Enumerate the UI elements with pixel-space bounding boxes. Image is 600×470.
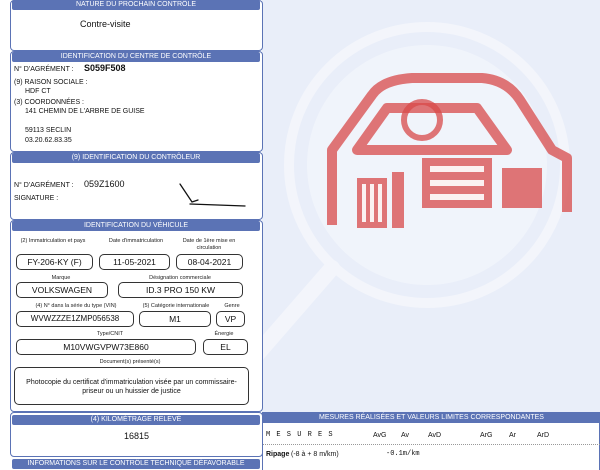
docs-value: Photocopie du certificat d'immatriculation visée par un commissaire-priseur ou un huissier de justice	[14, 367, 249, 405]
designation-label: Désignation commerciale	[149, 275, 211, 281]
mesures-header: MESURES RÉALISÉES ET VALEURS LIMITES CORRESPONDANTES	[263, 413, 600, 423]
centre-raison-label: (9) RAISON SOCIALE :	[14, 79, 88, 86]
col-avg: AvG	[373, 432, 387, 439]
car-magnifier-watermark	[262, 0, 600, 412]
ripage-label: Ripage	[266, 451, 290, 458]
categorie-label: (5) Catégorie internationale	[142, 303, 210, 309]
centre-header: IDENTIFICATION DU CENTRE DE CONTRÔLE	[12, 52, 260, 62]
centre-address-line2: 59113 SECLIN	[25, 127, 72, 134]
col-ard: ArD	[537, 432, 550, 439]
prochain-header: NATURE DU PROCHAIN CONTRÔLE	[12, 0, 260, 10]
vin-label: (4) N° dans la série du type (VIN)	[35, 303, 117, 309]
docs-label: Document(s) présenté(s)	[99, 359, 161, 365]
marque-value: VOLKSWAGEN	[16, 282, 108, 298]
centre-address-line1: 141 CHEMIN DE L'ARBRE DE GUISE	[25, 108, 145, 115]
kilometrage-value: 16815	[124, 431, 150, 441]
centre-agrement-label: N° D'AGRÉMENT :	[14, 66, 74, 73]
signature-scribble	[160, 180, 250, 210]
date-first-value: 08-04-2021	[176, 254, 243, 270]
energie-value: EL	[203, 339, 248, 355]
marque-label: Marque	[51, 275, 71, 281]
kilometrage-header: (4) KILOMÉTRAGE RELEVÉ	[12, 415, 260, 425]
date-immat-label: Date d'immatriculation	[108, 238, 164, 244]
controleur-signature-label: SIGNATURE :	[14, 195, 59, 202]
genre-label: Genre	[224, 303, 240, 309]
col-av: Av	[401, 432, 410, 439]
type-value: M10VWGVPW73E860	[16, 339, 196, 355]
centre-coord-label: (3) COORDONNÉES :	[14, 99, 85, 106]
vehicule-header: IDENTIFICATION DU VÉHICULE	[12, 221, 260, 231]
immat-label: (2) Immatriculation et pays	[20, 238, 86, 244]
col-avd: AvD	[428, 432, 442, 439]
type-label: Type/CNIT	[96, 331, 124, 337]
ripage-range: (-8 à + 8 m/km)	[291, 451, 339, 458]
centre-raison-value: HDF CT	[25, 88, 51, 95]
col-arg: ArG	[480, 432, 493, 439]
date-first-label: Date de 1ère mise en circulation	[182, 238, 236, 251]
controleur-header: (9) IDENTIFICATION DU CONTRÔLEUR	[12, 153, 260, 163]
genre-value: VP	[216, 311, 245, 327]
mesures-col-title: M E S U R E S	[266, 431, 334, 439]
centre-agrement-value: S059F508	[84, 63, 126, 73]
vin-value: WVWZZZE1ZMP056538	[16, 311, 134, 327]
ripage-value: -0.1m/km	[386, 450, 420, 458]
watermark-area	[262, 0, 600, 412]
designation-value: ID.3 PRO 150 KW	[118, 282, 243, 298]
date-immat-value: 11-05-2021	[99, 254, 170, 270]
energie-label: Énergie	[214, 331, 234, 337]
prochain-value: Contre-visite	[80, 19, 131, 29]
mesures-divider	[263, 444, 600, 445]
informations-header: INFORMATIONS SUR LE CONTRÔLE TECHNIQUE DÉFAVORABLE	[12, 459, 260, 469]
controleur-agrement-value: 059Z1600	[84, 179, 125, 189]
centre-phone: 03.20.62.83.35	[25, 137, 72, 144]
categorie-value: M1	[139, 311, 211, 327]
controleur-agrement-label: N° D'AGRÉMENT :	[14, 182, 74, 189]
immat-value: FY-206-KY (F)	[16, 254, 93, 270]
col-ar: Ar	[509, 432, 516, 439]
